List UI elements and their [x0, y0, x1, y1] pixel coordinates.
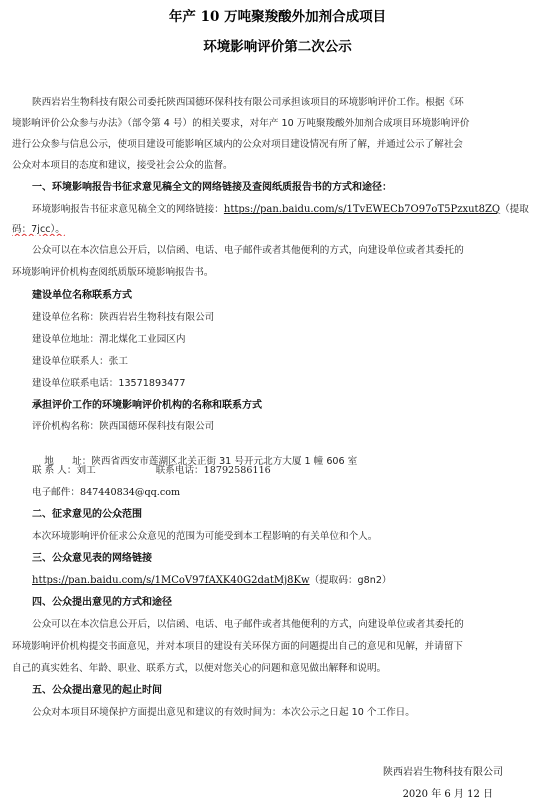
section-4-paragraph: 环境影响评价机构提交书面意见，并对本项目的建设有关环保方面的问题提出自己的意见和见解，并请留下: [12, 641, 463, 652]
section-4-paragraph: 公众可以在本次信息公开后，以信函、电话、电子邮件或者其他便利的方式，向建设单位或者其委托的: [32, 619, 464, 630]
survey-form-link[interactable]: https://pan.baidu.com/s/1MCoV97fAXK40G2datMj8Kw: [32, 575, 310, 586]
doc-subtitle: 环境影响评价第二次公示: [203, 39, 352, 55]
evaluator-name: 评价机构名称：陕西国德环保科技有限公司: [32, 421, 215, 432]
evaluator-email: 电子邮件：847440834@qq.com: [32, 487, 181, 498]
intro-line: 陕西岩岩生物科技有限公司委托陕西国德环保科技有限公司承担该项目的环境影响评价工作。根据《环: [32, 97, 464, 108]
evaluator-address: 地 址：陕西省西安市莲湖区北关正街 31 号开元北方大厦 1 幢 606 室: [44, 456, 358, 467]
doc-title: 年产 10 万吨聚羧酸外加剂合成项目: [168, 9, 387, 25]
section-4-heading: 四、公众提出意见的方式和途径: [32, 597, 172, 608]
section-2-heading: 二、征求意见的公众范围: [32, 509, 142, 520]
section-3-heading: 三、公众意见表的网络链接: [32, 553, 152, 564]
builder-heading: 建设单位名称联系方式: [32, 290, 132, 301]
survey-link-line: [32, 574, 544, 587]
report-extract-code: 码：7jcc）。: [12, 224, 65, 235]
survey-extract-code: （提取码：g8n2）: [309, 575, 392, 586]
builder-contact: 建设单位联系人：张工: [32, 356, 128, 367]
report-link-suffix: （提取: [500, 204, 529, 215]
intro-line: 境影响评价公众参与办法》（部令第 4 号）的相关要求，对年产 10 万吨聚羧酸外加剂合成项目环境影响评价: [12, 118, 470, 129]
report-link-line: [32, 203, 544, 216]
builder-address: 建设单位地址：渭北煤化工业园区内: [32, 334, 186, 345]
section-1-paragraph: 公众可以在本次信息公开后，以信函、电话、电子邮件或者其他便利的方式，向建设单位或者其委托的: [32, 245, 464, 256]
section-1-heading: 一、环境影响报告书征求意见稿全文的网络链接及查阅纸质报告书的方式和途径：: [32, 182, 392, 193]
report-link-prefix: 环境影响报告书征求意见稿全文的网络链接：: [32, 204, 224, 215]
intro-line: 进行公众参与信息公示，使项目建设可能影响区域内的公众对项目建设情况有所了解，并通过公示了解社会: [12, 139, 463, 150]
evaluator-email-link[interactable]: 847440834@qq.com: [79, 487, 181, 498]
evaluator-heading: 承担评价工作的环境影响评价机构的名称和联系方式: [32, 400, 262, 411]
signature-org: 陕西岩岩生物科技有限公司: [383, 767, 503, 778]
signature-date: 2020 年 6 月 12 日: [402, 789, 493, 800]
intro-line: 公众对本项目的态度和建议，接受社会公众的监督。: [12, 160, 233, 171]
section-1-paragraph: 环境影响评价机构查阅纸质版环境影响报告书。: [12, 267, 214, 278]
report-download-link[interactable]: https://pan.baidu.com/s/1TvEWECb7O97oT5Pzxut8ZQ: [223, 204, 501, 215]
section-2-text: 本次环境影响评价征求公众意见的范围为可能受到本工程影响的有关单位和个人。: [32, 531, 378, 542]
builder-phone: 建设单位联系电话：13571893477: [32, 378, 186, 389]
section-4-paragraph: 自己的真实姓名、年龄、职业、联系方式，以便对您关心的问题和意见做出解释和说明。: [12, 663, 387, 674]
section-5-text: 公众对本项目环境保护方面提出意见和建议的有效时间为：本次公示之日起 10 个工作日。: [32, 707, 415, 718]
builder-name: 建设单位名称：陕西岩岩生物科技有限公司: [32, 312, 215, 323]
evaluator-contact: 联 系 人：刘工 联系电话：18792586116: [32, 465, 271, 476]
section-5-heading: 五、公众提出意见的起止时间: [32, 685, 162, 696]
